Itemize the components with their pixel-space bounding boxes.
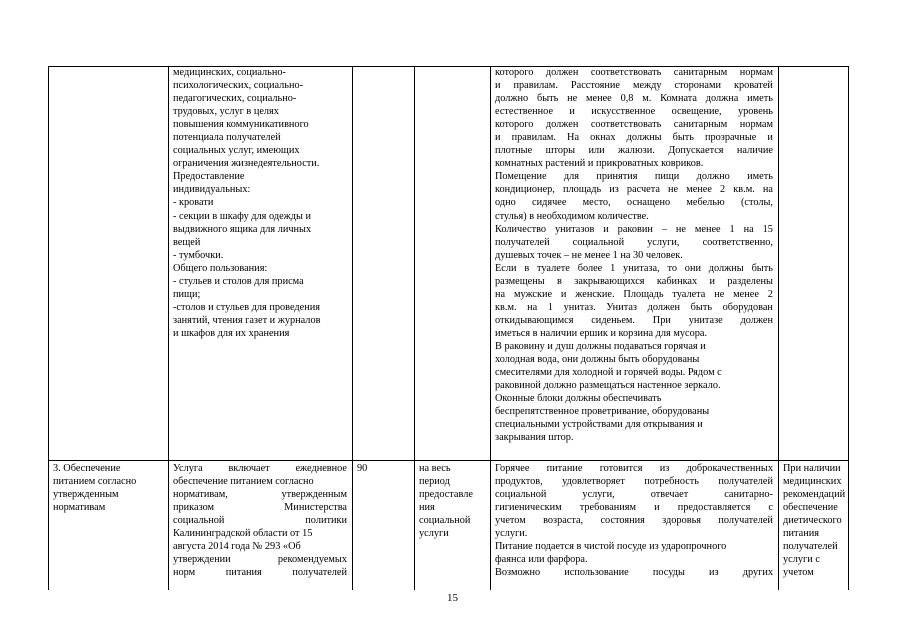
text-line: ния bbox=[419, 502, 435, 514]
text-line: получателей bbox=[783, 541, 838, 553]
table-column-divider bbox=[352, 66, 353, 590]
text-line: - кровати bbox=[173, 197, 214, 209]
text-line: обеспечение питанием согласно bbox=[173, 476, 314, 488]
text-line: период bbox=[419, 476, 450, 488]
text-line: медицинских bbox=[783, 476, 842, 488]
text-line: услуги с bbox=[783, 554, 820, 566]
text-line: утверждении рекомендуемых bbox=[173, 554, 347, 566]
text-line: норм питания получателей bbox=[173, 567, 347, 579]
text-line: рекомендаций bbox=[783, 489, 846, 501]
table-column-divider bbox=[168, 66, 169, 590]
text-line: естественное и искусственное освещение, уровень bbox=[495, 106, 773, 118]
table-border-right bbox=[848, 66, 849, 590]
text-line: смесителями для холодной и горячей воды. Рядом с bbox=[495, 367, 722, 379]
text-line: - секции в шкафу для одежды и bbox=[173, 210, 312, 222]
row-top-requirements bbox=[495, 66, 773, 444]
text-line: беспрепятственное проветривание, оборудованы bbox=[495, 406, 710, 418]
text-line: августа 2014 года № 293 «Об bbox=[173, 541, 301, 553]
text-line: получателей социальной услуги, соответственно, bbox=[495, 236, 773, 248]
text-line: 90 bbox=[357, 463, 368, 474]
text-line: вещей bbox=[173, 236, 201, 248]
text-line: питания bbox=[783, 528, 819, 540]
text-line: иметься в наличии ершик и корзина для мусора. bbox=[495, 327, 708, 339]
text-line: Количество унитазов и раковин – не менее 1 на 15 bbox=[495, 223, 773, 235]
text-line: фаянса или фарфора. bbox=[495, 554, 588, 566]
row-bottom-time-value bbox=[357, 462, 367, 475]
row-bottom-notes bbox=[783, 462, 845, 579]
text-line: Общего пользования: bbox=[173, 262, 268, 274]
text-line: социальных услуг, имеющих bbox=[173, 145, 300, 157]
text-line: которого должен соответствовать санитарным нормам bbox=[495, 67, 773, 78]
text-line: Питание подается в чистой посуде из ударопрочного bbox=[495, 541, 727, 553]
text-line: выдвижного ящика для личных bbox=[173, 223, 312, 235]
text-line: и правилам. На окнах должны быть прозрачные и bbox=[495, 132, 773, 144]
text-line: закрывания штор. bbox=[495, 432, 574, 444]
text-line: учетом возраста, состояния здоровья получателей bbox=[495, 515, 773, 527]
text-line: и шкафов для их хранения bbox=[173, 327, 290, 339]
text-line: Предоставление bbox=[173, 171, 245, 183]
text-line: нормативам bbox=[53, 502, 106, 514]
row-bottom-period bbox=[419, 462, 473, 540]
text-line: - тумбочки. bbox=[173, 249, 224, 261]
table-column-divider bbox=[414, 66, 415, 590]
text-line: повышения коммуникативного bbox=[173, 119, 309, 131]
text-line: специальными устройствами для открывания и bbox=[495, 419, 703, 431]
text-line: Калининградской области от 15 bbox=[173, 528, 313, 540]
text-line: предоставле bbox=[419, 489, 473, 501]
text-line: на мужские и женские. Площадь туалета не менее 2 bbox=[495, 288, 773, 300]
row-bottom-service-name bbox=[53, 462, 136, 514]
text-line: потенциала получателей bbox=[173, 132, 281, 144]
text-line: услуги bbox=[419, 528, 449, 540]
text-line: гигиеническим требованиям и предоставляется с bbox=[495, 502, 773, 514]
text-line: которого должен соответствовать санитарным нормам bbox=[495, 119, 773, 131]
text-line: утвержденным bbox=[53, 489, 119, 501]
text-line: нормативам, утвержденным bbox=[173, 489, 347, 501]
text-line: социальной политики bbox=[173, 515, 347, 527]
text-line: откидывающимся сиденьем. При унитазе должен bbox=[495, 314, 773, 326]
text-line: продуктов, удовлетворяет потребность получателей bbox=[495, 476, 773, 488]
text-line: Оконные блоки должны обеспечивать bbox=[495, 393, 662, 405]
text-line: обеспечение bbox=[783, 502, 838, 514]
text-line: медицинских, социально- bbox=[173, 67, 286, 78]
text-line: питанием согласно bbox=[53, 476, 137, 488]
table-border-left bbox=[48, 66, 49, 590]
text-line: приказом Министерства bbox=[173, 502, 347, 514]
table-column-divider bbox=[490, 66, 491, 590]
page-number: 15 bbox=[447, 592, 458, 604]
text-line: Возможно использование посуды из других bbox=[495, 567, 773, 579]
text-line: комнатных растений и прикроватных ковриков. bbox=[495, 158, 704, 170]
text-line: кондиционер, площадь из расчета не менее 2 кв.м. на bbox=[495, 184, 773, 196]
text-line: учетом bbox=[783, 567, 814, 579]
text-line: раковиной должно размещаться настенное зеркало. bbox=[495, 380, 721, 392]
text-line: психологических, социально- bbox=[173, 80, 304, 92]
text-line: на весь bbox=[419, 463, 451, 474]
text-line: трудовых, услуг в целях bbox=[173, 106, 279, 118]
text-line: 3. Обеспечение bbox=[53, 463, 121, 474]
text-line: должно быть не менее 0,8 м. Комната должна иметь bbox=[495, 93, 773, 105]
text-line: ограничения жизнедеятельности. bbox=[173, 158, 320, 170]
text-line: душевых точек – не менее 1 на 30 человек. bbox=[495, 249, 683, 261]
text-line: -столов и стульев для проведения bbox=[173, 301, 320, 313]
text-line: Горячее питание готовится из доброкачественных bbox=[495, 463, 773, 474]
text-line: При наличии bbox=[783, 463, 841, 474]
row-bottom-service-description bbox=[173, 462, 347, 579]
text-line: и правилам. Расстояние между сторонами кроватей bbox=[495, 80, 773, 92]
row-bottom-requirements bbox=[495, 462, 773, 579]
text-line: размещены в закрывающихся кабинках и разделены bbox=[495, 275, 773, 287]
text-line: занятий, чтения газет и журналов bbox=[173, 314, 321, 326]
text-line: индивидуальных: bbox=[173, 184, 251, 196]
text-line: социальной bbox=[419, 515, 471, 527]
text-line: В раковину и душ должны подаваться горячая и bbox=[495, 340, 706, 352]
text-line: Если в туалете более 1 унитаза, то они должны быть bbox=[495, 262, 773, 274]
text-line: холодная вода, они должны быть оборудованы bbox=[495, 354, 700, 366]
text-line: - стульев и столов для присма bbox=[173, 275, 304, 287]
text-line: кв.м. на 1 унитаз. Унитаз должен быть оборудован bbox=[495, 301, 773, 313]
table-column-divider bbox=[778, 66, 779, 590]
text-line: Услуга включает ежедневное bbox=[173, 463, 347, 474]
text-line: пищи; bbox=[173, 288, 201, 300]
text-line: плотные шторы или жалюзи. Допускается наличие bbox=[495, 145, 773, 157]
text-line: педагогических, социально- bbox=[173, 93, 297, 105]
row-top-service-description bbox=[173, 66, 320, 340]
text-line: социальной услуги, отвечает санитарно- bbox=[495, 489, 773, 501]
text-line: диетического bbox=[783, 515, 842, 527]
text-line: стулья) в необходимом количестве. bbox=[495, 210, 649, 222]
text-line: одно сидячее место, оснащено мебелью (столы, bbox=[495, 197, 773, 209]
text-line: услуги. bbox=[495, 528, 528, 540]
text-line: Помещение для принятия пищи должно иметь bbox=[495, 171, 773, 183]
